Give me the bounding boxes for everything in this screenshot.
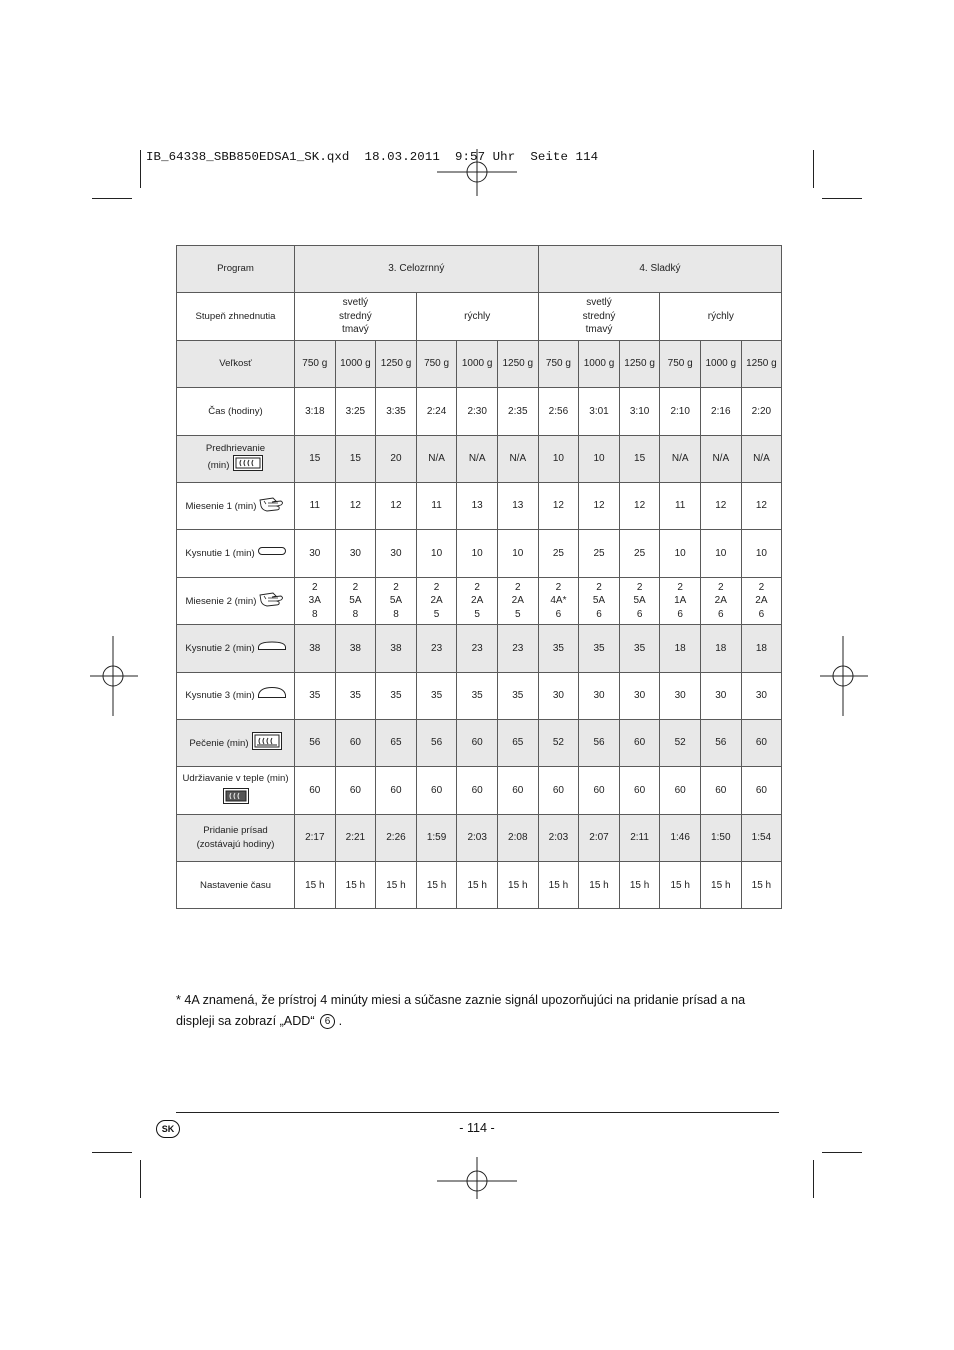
value-cell: 2:30 [457, 388, 498, 435]
value-line: 6 [636, 608, 643, 620]
value-cell: 11 [416, 482, 457, 529]
value-line: 2 [555, 581, 562, 593]
keep-warm-icon [223, 788, 249, 809]
value-cell [497, 577, 538, 624]
bake-icon [252, 732, 282, 755]
value-cell: 56 [579, 719, 620, 766]
value-line: 5 [433, 608, 440, 620]
value-cell: 11 [295, 482, 336, 529]
value-line: 2 [677, 581, 683, 593]
value-cell: 56 [416, 719, 457, 766]
value-cell: 12 [335, 482, 376, 529]
value-line: 2A [471, 595, 484, 607]
value-cell: 15 h [335, 862, 376, 909]
row-label [177, 530, 295, 577]
value-cell: 30 [335, 530, 376, 577]
value-line: 2 [758, 581, 765, 593]
value-cell: 10 [416, 530, 457, 577]
table-row [177, 625, 782, 672]
value-cell: 60 [457, 719, 498, 766]
value-cell: 10 [660, 530, 701, 577]
value-line: 2 [515, 581, 521, 593]
value-cell: 23 [497, 625, 538, 672]
fast-celozrnny: rýchly [416, 293, 538, 340]
row-label-text: Čas (hodiny) [208, 405, 263, 417]
row-label-text: Predhrievanie [205, 442, 266, 454]
value-cell: 15 [335, 435, 376, 482]
value-cell: 2:20 [741, 388, 782, 435]
value-line: 6 [758, 608, 765, 620]
value-line: 6 [596, 608, 602, 620]
table-row [177, 435, 782, 482]
value-line: 5A [389, 595, 403, 607]
row-label [177, 482, 295, 529]
browning-label: Stupeň zhnednutia [177, 293, 295, 340]
value-cell: 3:18 [295, 388, 336, 435]
row-label-text: Kysnutie 2 (min) [185, 642, 255, 654]
value-cell: 12 [741, 482, 782, 529]
value-cell [376, 577, 417, 624]
size-cell: 1000 g [579, 340, 620, 387]
reference-number-badge: 6 [320, 1014, 335, 1029]
value-cell: 11 [660, 482, 701, 529]
value-cell: 65 [376, 719, 417, 766]
value-cell: 10 [497, 530, 538, 577]
value-cell: 60 [660, 767, 701, 814]
value-line: 2 [718, 581, 724, 593]
value-cell: 52 [660, 719, 701, 766]
browning-row [177, 293, 782, 340]
value-cell: 1:50 [700, 814, 741, 861]
value-cell: N/A [416, 435, 457, 482]
program-celozrnny: 3. Celozrnný [295, 246, 539, 293]
value-cell: 15 h [295, 862, 336, 909]
row-label [177, 814, 295, 861]
value-cell: 15 [295, 435, 336, 482]
size-cell: 750 g [416, 340, 457, 387]
size-cell: 1000 g [335, 340, 376, 387]
value-cell [741, 577, 782, 624]
value-cell: 2:26 [376, 814, 417, 861]
value-line: 2A [430, 595, 443, 607]
size-row [177, 340, 782, 387]
table-row [177, 388, 782, 435]
row-label-text: Miesenie 2 (min) [185, 595, 257, 607]
page-number: - 114 - [459, 1121, 495, 1135]
value-line: 8 [393, 608, 399, 620]
value-cell: 60 [457, 767, 498, 814]
value-cell: 35 [335, 672, 376, 719]
value-cell: N/A [457, 435, 498, 482]
value-cell: 10 [579, 435, 620, 482]
value-cell: 2:17 [295, 814, 336, 861]
value-cell: 2:35 [497, 388, 538, 435]
size-cell: 1250 g [619, 340, 660, 387]
browning-light: svetlý [342, 297, 369, 309]
value-cell: N/A [660, 435, 701, 482]
rise-2-icon [258, 641, 286, 656]
footnote-text: * 4A znamená, že prístroj 4 minúty miesi a súčasne zaznie signál upozorňujúci na pridanie prísad a na displeji sa zobrazí „ADD“ [176, 993, 746, 1028]
value-line: 5 [515, 608, 521, 620]
value-cell: 35 [295, 672, 336, 719]
browning-dark: tmavý [585, 324, 613, 336]
value-cell: 35 [619, 625, 660, 672]
value-line: 8 [352, 608, 359, 620]
value-cell: 15 h [457, 862, 498, 909]
baking-program-table [176, 245, 782, 909]
value-line: 2 [393, 581, 399, 593]
value-cell: 18 [660, 625, 701, 672]
value-cell: 2:03 [538, 814, 579, 861]
value-cell: 10 [457, 530, 498, 577]
value-cell: 30 [538, 672, 579, 719]
value-cell: 1:46 [660, 814, 701, 861]
value-cell: 2:24 [416, 388, 457, 435]
row-label-text: Miesenie 1 (min) [185, 500, 257, 512]
value-cell [416, 577, 457, 624]
value-cell: 25 [579, 530, 620, 577]
size-label: Veľkosť [177, 340, 295, 387]
value-line: 2A [511, 595, 524, 607]
value-cell: 65 [497, 719, 538, 766]
value-cell: 38 [335, 625, 376, 672]
value-line: 6 [718, 608, 724, 620]
value-cell: N/A [741, 435, 782, 482]
size-cell: 1250 g [376, 340, 417, 387]
value-cell: 60 [538, 767, 579, 814]
value-cell: 13 [497, 482, 538, 529]
value-cell: 15 h [741, 862, 782, 909]
value-cell: 15 h [497, 862, 538, 909]
value-cell: 18 [741, 625, 782, 672]
value-cell: 1:54 [741, 814, 782, 861]
value-cell [579, 577, 620, 624]
table-row [177, 482, 782, 529]
table-row [177, 719, 782, 766]
rise-1-icon [258, 546, 286, 561]
size-cell: 1250 g [497, 340, 538, 387]
value-line: 2 [433, 581, 440, 593]
value-line: 6 [555, 608, 562, 620]
program-row [177, 246, 782, 293]
value-cell: 12 [579, 482, 620, 529]
value-line: 6 [677, 608, 683, 620]
value-cell: 25 [619, 530, 660, 577]
preheat-icon [233, 455, 263, 476]
browning-medium: stredný [338, 310, 372, 322]
row-label [177, 672, 295, 719]
size-cell: 1000 g [457, 340, 498, 387]
browning-dark: tmavý [342, 324, 369, 336]
value-cell: 56 [700, 719, 741, 766]
row-label-text: Kysnutie 3 (min) [185, 690, 255, 702]
row-label [177, 625, 295, 672]
value-cell: 35 [416, 672, 457, 719]
value-cell: 2:08 [497, 814, 538, 861]
registration-mark-top [437, 131, 517, 211]
knead-icon [259, 590, 285, 613]
value-cell: 35 [579, 625, 620, 672]
value-cell: 12 [619, 482, 660, 529]
value-cell: 60 [619, 719, 660, 766]
table-row [177, 530, 782, 577]
value-cell: 13 [457, 482, 498, 529]
value-cell: 15 h [579, 862, 620, 909]
value-cell: 23 [416, 625, 457, 672]
value-cell: 35 [538, 625, 579, 672]
table-row [177, 814, 782, 861]
registration-mark-right [820, 636, 868, 716]
value-cell: 15 h [700, 862, 741, 909]
value-cell: 12 [700, 482, 741, 529]
value-cell: 10 [700, 530, 741, 577]
value-cell: 35 [457, 672, 498, 719]
value-cell: 10 [538, 435, 579, 482]
value-cell: 2:03 [457, 814, 498, 861]
size-cell: 750 g [295, 340, 336, 387]
value-cell: 10 [741, 530, 782, 577]
table-row [177, 767, 782, 814]
value-line: 2A [755, 595, 768, 607]
value-cell: 60 [579, 767, 620, 814]
value-cell: 30 [660, 672, 701, 719]
browning-levels-celozrnny [295, 293, 417, 340]
value-line: 2A [714, 595, 727, 607]
value-line: 4A* [550, 595, 567, 607]
value-cell: 60 [295, 767, 336, 814]
fast-sladky: rýchly [660, 293, 782, 340]
footnote [176, 990, 776, 1032]
browning-light: svetlý [586, 297, 612, 309]
row-label-text: (min) [207, 460, 230, 472]
value-cell: 15 [619, 435, 660, 482]
value-cell: 15 h [416, 862, 457, 909]
value-cell: 3:10 [619, 388, 660, 435]
value-cell: 60 [741, 767, 782, 814]
value-cell: 30 [376, 530, 417, 577]
value-cell: 60 [497, 767, 538, 814]
value-cell [295, 577, 336, 624]
value-cell: 56 [295, 719, 336, 766]
value-cell: 60 [741, 719, 782, 766]
value-line: 2 [596, 581, 602, 593]
value-cell: 52 [538, 719, 579, 766]
value-cell: 2:10 [660, 388, 701, 435]
value-cell: 25 [538, 530, 579, 577]
value-cell [457, 577, 498, 624]
value-cell [619, 577, 660, 624]
browning-levels-sladky [538, 293, 660, 340]
value-cell: N/A [700, 435, 741, 482]
value-cell: 15 h [376, 862, 417, 909]
program-sladky: 4. Sladký [538, 246, 782, 293]
value-cell: 30 [579, 672, 620, 719]
value-cell: 35 [497, 672, 538, 719]
value-line: 5A [633, 595, 646, 607]
value-cell: 2:11 [619, 814, 660, 861]
value-cell: 18 [700, 625, 741, 672]
row-label [177, 767, 295, 814]
value-cell: 60 [416, 767, 457, 814]
table-row [177, 672, 782, 719]
value-cell: 30 [700, 672, 741, 719]
table-row [177, 862, 782, 909]
row-label-text: Pridanie prísad [203, 825, 268, 837]
value-cell [700, 577, 741, 624]
value-cell: 60 [700, 767, 741, 814]
value-cell: 15 h [660, 862, 701, 909]
row-label [177, 862, 295, 909]
language-badge: SK [156, 1120, 180, 1138]
print-slug-header: IB_64338_SBB850EDSA1_SK.qxd 18.03.2011 9:57 Uhr Seite 114 [146, 150, 599, 164]
footnote-end: . [338, 1014, 343, 1028]
value-cell: 38 [295, 625, 336, 672]
value-cell: 2:07 [579, 814, 620, 861]
size-cell: 1250 g [741, 340, 782, 387]
value-line: 8 [312, 608, 318, 620]
value-cell: 2:21 [335, 814, 376, 861]
row-label-text: Nastavenie času [200, 879, 271, 891]
value-line: 1A [674, 595, 687, 607]
value-line: 5 [474, 608, 480, 620]
rise-3-icon [258, 687, 286, 704]
value-cell: 60 [335, 719, 376, 766]
row-label [177, 388, 295, 435]
value-cell: 2:16 [700, 388, 741, 435]
knead-icon [259, 495, 285, 518]
value-cell: 20 [376, 435, 417, 482]
value-line: 2 [636, 581, 643, 593]
size-cell: 1000 g [700, 340, 741, 387]
table-row [177, 577, 782, 624]
registration-mark-left [90, 636, 138, 716]
value-cell: 3:35 [376, 388, 417, 435]
value-line: 2 [312, 581, 318, 593]
browning-medium: stredný [582, 310, 616, 322]
row-label [177, 719, 295, 766]
value-cell: 35 [376, 672, 417, 719]
footer-divider [176, 1112, 779, 1113]
size-cell: 750 g [538, 340, 579, 387]
value-cell [660, 577, 701, 624]
value-cell: 3:25 [335, 388, 376, 435]
value-cell: 15 h [619, 862, 660, 909]
value-cell: 12 [376, 482, 417, 529]
value-line: 3A [308, 595, 321, 607]
program-label: Program [177, 246, 295, 293]
row-label [177, 577, 295, 624]
row-label-text: Pečenie (min) [189, 737, 249, 749]
value-cell: 30 [295, 530, 336, 577]
value-cell: 15 h [538, 862, 579, 909]
value-cell: 1:59 [416, 814, 457, 861]
row-label-text: (zostávajú hodiny) [196, 838, 275, 850]
value-cell: 60 [619, 767, 660, 814]
value-cell: 60 [376, 767, 417, 814]
value-line: 2 [352, 581, 359, 593]
value-cell [538, 577, 579, 624]
value-cell: 12 [538, 482, 579, 529]
registration-mark-bottom [437, 1141, 517, 1221]
value-cell: 30 [619, 672, 660, 719]
value-line: 2 [474, 581, 480, 593]
value-cell: 23 [457, 625, 498, 672]
row-label-text: Udržiavanie v teple (min) [182, 772, 289, 784]
row-label [177, 435, 295, 482]
row-label-text: Kysnutie 1 (min) [185, 548, 255, 560]
value-line: 5A [349, 595, 362, 607]
value-cell: 38 [376, 625, 417, 672]
value-cell [335, 577, 376, 624]
value-cell: 2:56 [538, 388, 579, 435]
size-cell: 750 g [660, 340, 701, 387]
value-cell: 30 [741, 672, 782, 719]
value-cell: 60 [335, 767, 376, 814]
value-line: 5A [592, 595, 606, 607]
value-cell: 3:01 [579, 388, 620, 435]
value-cell: N/A [497, 435, 538, 482]
